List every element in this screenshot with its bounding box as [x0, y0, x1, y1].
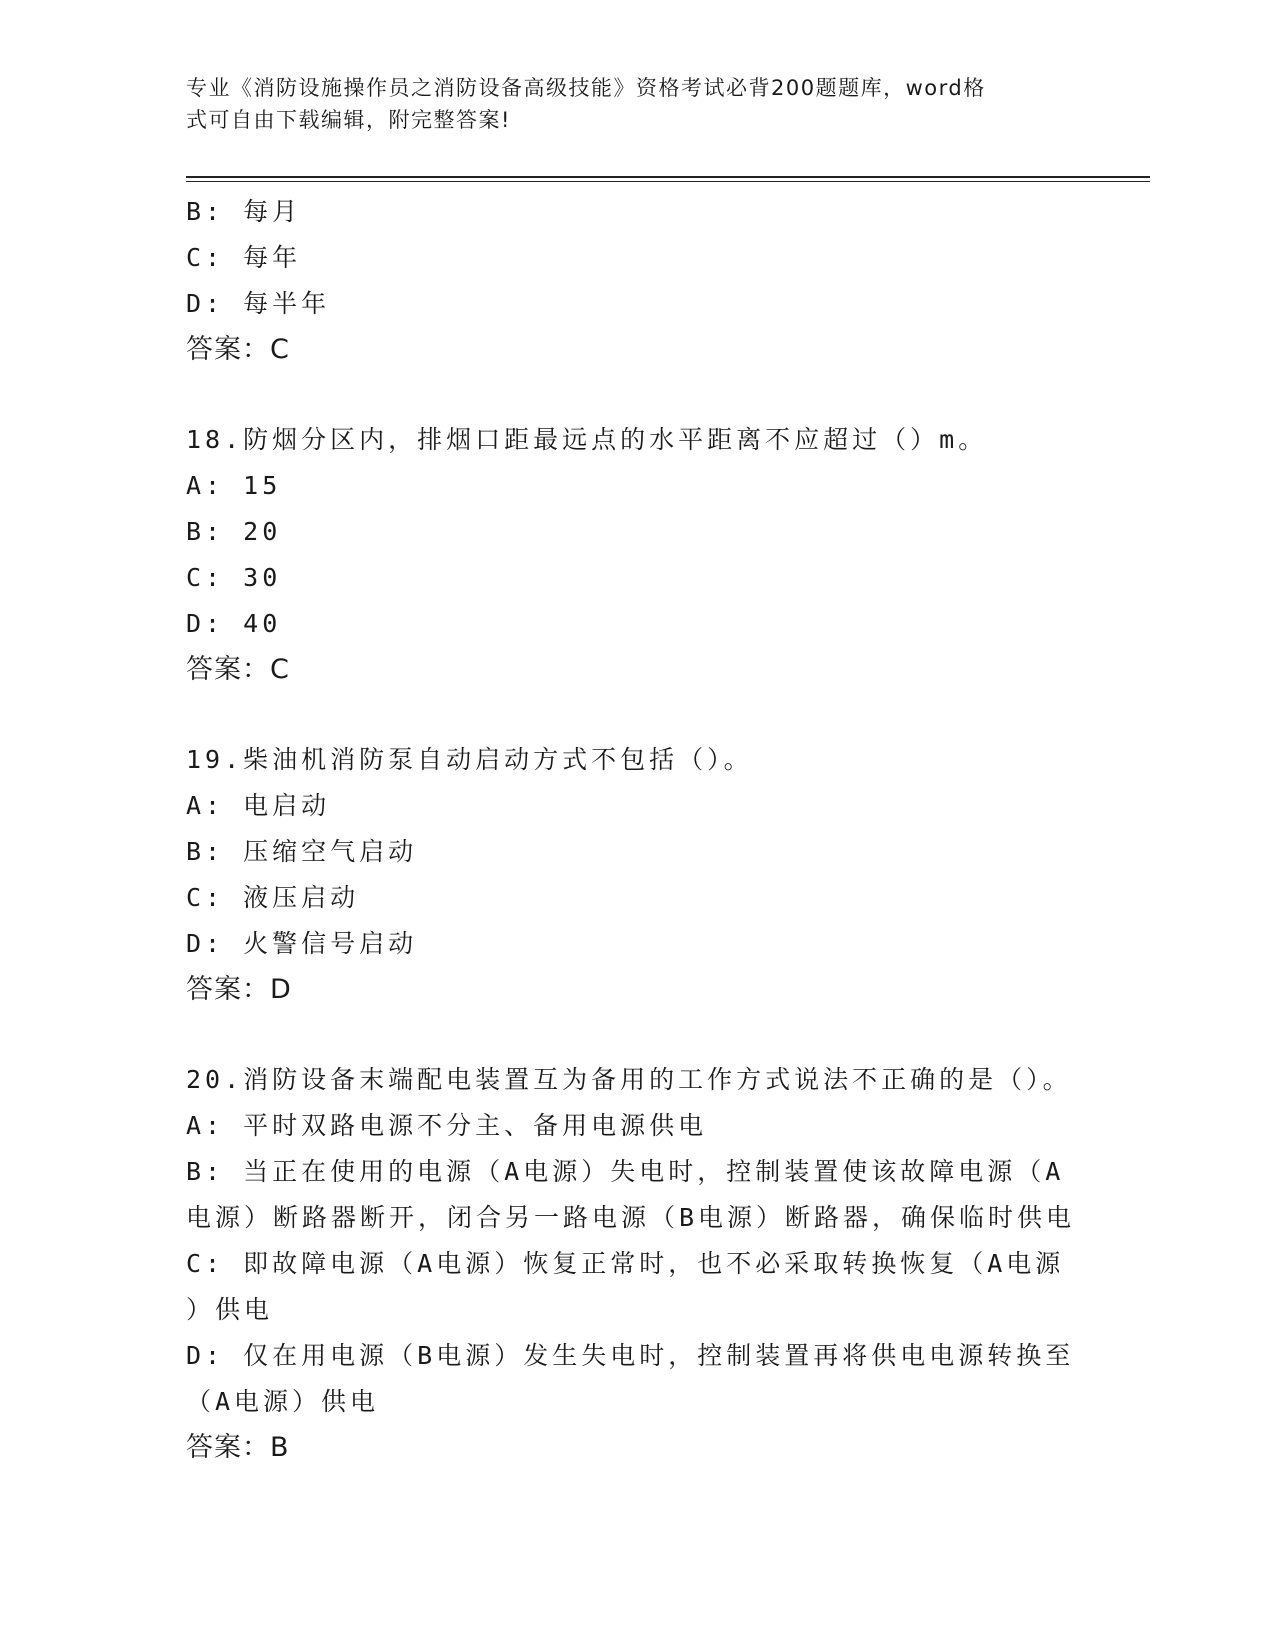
option-d-line-1: D: 仅在用电源（B电源）发生失电时，控制装置再将供电电源转换至	[186, 1341, 1075, 1370]
spacer	[186, 693, 1086, 737]
spacer	[186, 373, 1086, 417]
header-line-1: 专业《消防设施操作员之消防设备高级技能》资格考试必背200题题库，word格	[186, 76, 986, 100]
question-stem: 20.消防设备末端配电装置互为备用的工作方式说法不正确的是（）。	[186, 1065, 1072, 1094]
option-d: D: 每半年	[186, 289, 331, 318]
question-stem: 18.防烟分区内，排烟口距最远点的水平距离不应超过（）m。	[186, 425, 988, 454]
option-b: B: 20	[186, 517, 282, 546]
answer: 答案：D	[186, 974, 292, 1005]
document-header	[186, 72, 1066, 136]
question-stem: 19.柴油机消防泵自动启动方式不包括（）。	[186, 745, 753, 774]
header-divider-thick	[186, 176, 1150, 178]
option-c-line-1: C: 即故障电源（A电源）恢复正常时，也不必采取转换恢复（A电源	[186, 1249, 1065, 1278]
option-c-line-2: ）供电	[186, 1295, 274, 1324]
answer: 答案：B	[186, 1432, 290, 1463]
option-a: A: 电启动	[186, 791, 331, 820]
option-d-line-2: （A电源）供电	[186, 1387, 380, 1416]
answer: 答案：C	[186, 654, 290, 685]
option-d: D: 40	[186, 609, 282, 638]
option-a: A: 15	[186, 471, 282, 500]
option-b-line-2: 电源）断路器断开，闭合另一路电源（B电源）断路器，确保临时供电	[186, 1203, 1076, 1232]
option-c: C: 液压启动	[186, 883, 360, 912]
question-19	[186, 737, 1086, 1013]
spacer	[186, 1013, 1086, 1057]
option-d: D: 火警信号启动	[186, 929, 418, 958]
question-18	[186, 417, 1086, 693]
option-a: A: 平时双路电源不分主、备用电源供电	[186, 1111, 708, 1140]
question-list	[186, 189, 1086, 1471]
question-20	[186, 1057, 1086, 1471]
question-17-tail	[186, 189, 1086, 373]
header-divider-thin	[186, 181, 1150, 182]
answer: 答案：C	[186, 334, 290, 365]
option-c: C: 每年	[186, 243, 302, 272]
option-b-line-1: B: 当正在使用的电源（A电源）失电时，控制装置使该故障电源（A	[186, 1157, 1065, 1186]
option-c: C: 30	[186, 563, 282, 592]
header-line-2: 式可自由下载编辑，附完整答案!	[186, 108, 511, 132]
option-b: B: 压缩空气启动	[186, 837, 418, 866]
option-b: B: 每月	[186, 197, 302, 226]
